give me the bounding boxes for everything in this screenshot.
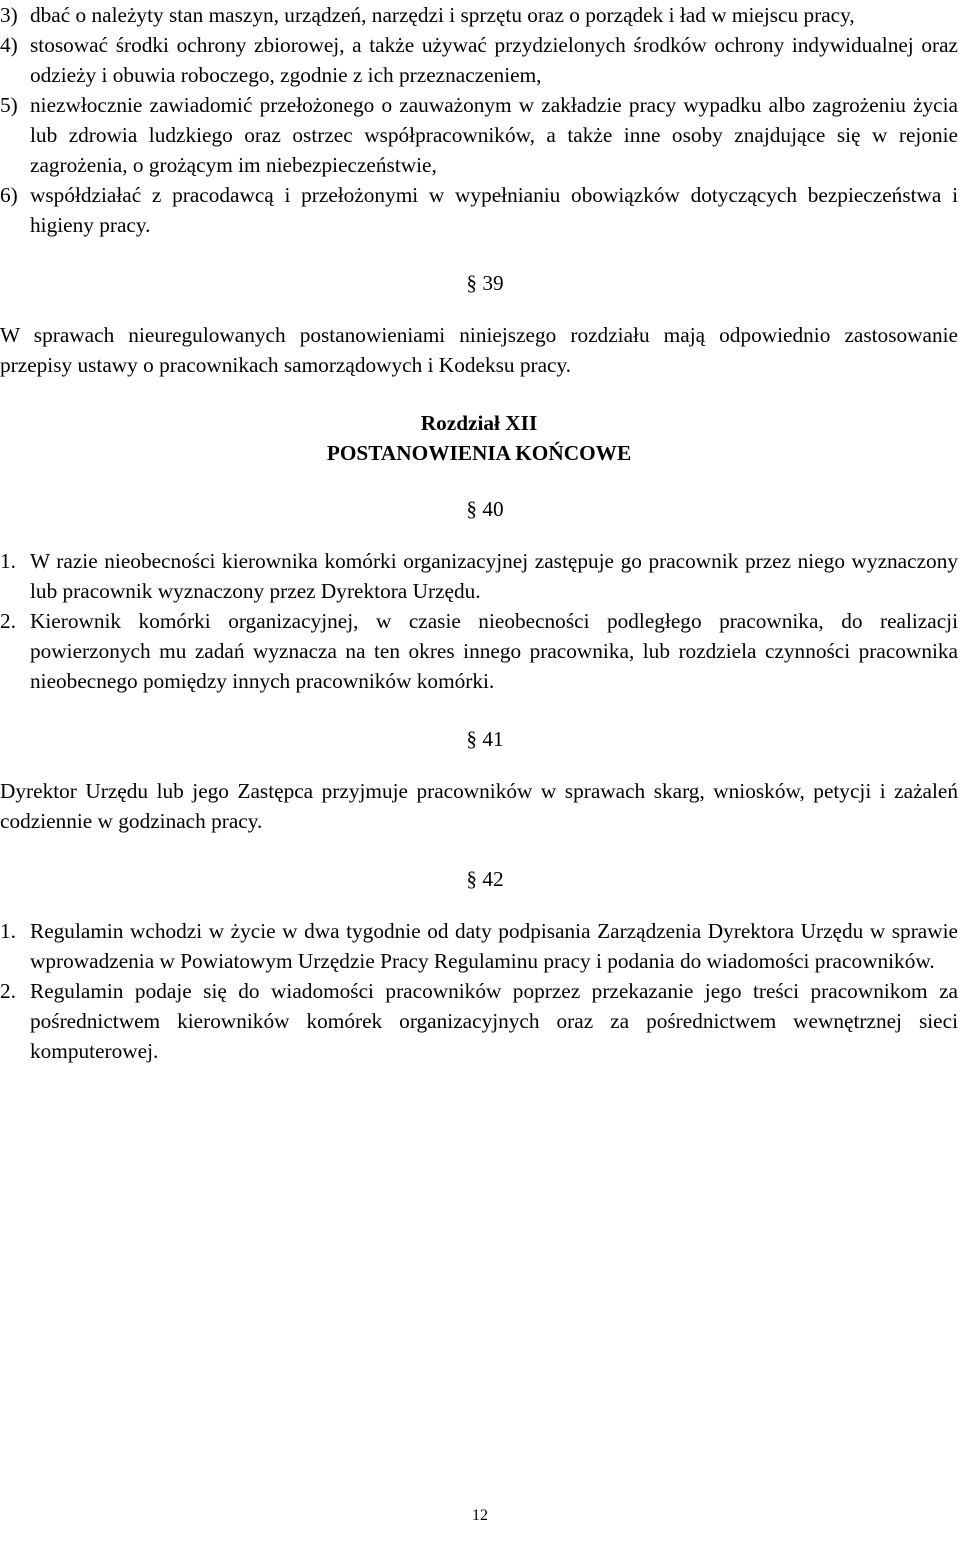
spacer <box>0 380 958 408</box>
list-item-number: 1. <box>0 919 16 943</box>
spacer <box>0 468 958 494</box>
list-item-text: stosować środki ochrony zbiorowej, a także używać przydzielonych środków ochrony indywidualnej oraz odzieży i obuwia roboczego, zgodnie z ich przeznaczeniem, <box>30 33 958 87</box>
list-item-number: 2. <box>0 979 16 1003</box>
section-42-heading: § 42 <box>466 867 504 891</box>
chapter-number: Rozdział XII <box>420 411 538 435</box>
page-number: 12 <box>472 1507 488 1524</box>
section-41-text: Dyrektor Urzędu lub jego Zastępca przyjmuje pracowników w sprawach skarg, wniosków, petycji i zażaleń codziennie w godzinach pracy. <box>0 779 958 833</box>
list-item <box>0 0 958 30</box>
list-item-number: 5) <box>0 93 18 117</box>
list-item-number: 4) <box>0 33 18 57</box>
list-item-text: Regulamin podaje się do wiadomości pracowników poprzez przekazanie jego treści pracownikom za pośrednictwem kierowników komórek organizacyjnych oraz za pośrednictwem wewnętrznej sieci komputerowej. <box>30 979 958 1063</box>
spacer <box>0 524 958 546</box>
list-item-text: Kierownik komórki organizacyjnej, w czasie nieobecności podległego pracownika, do realizacji powierzonych mu zadań wyznacza na ten okres innego pracownika, lub rozdziela czynności pracownika nieobecnego pomiędzy innych pracowników komórki. <box>30 609 958 693</box>
spacer <box>0 754 958 776</box>
spacer <box>0 836 958 864</box>
spacer <box>0 240 958 268</box>
list-item <box>0 30 958 90</box>
list-item-number: 1. <box>0 549 16 573</box>
section-40-heading: § 40 <box>466 497 504 521</box>
list-item <box>0 976 958 1066</box>
list-item-number: 6) <box>0 183 18 207</box>
list-item <box>0 90 958 180</box>
spacer <box>0 894 958 916</box>
list-item-text: Regulamin wchodzi w życie w dwa tygodnie od daty podpisania Zarządzenia Dyrektora Urzędu w sprawie wprowadzenia w Powiatowym Urzędzie Pracy Regulaminu pracy i podania do wiadomości pracowników. <box>30 919 958 973</box>
section-41-heading: § 41 <box>466 727 504 751</box>
spacer <box>0 298 958 320</box>
list-item-number: 2. <box>0 609 16 633</box>
list-item-text: dbać o należyty stan maszyn, urządzeń, narzędzi i sprzętu oraz o porządek i ład w miejscu pracy, <box>30 3 855 27</box>
list-item-text: W razie nieobecności kierownika komórki organizacyjnej zastępuje go pracownik przez niego wyznaczony lub pracownik wyznaczony przez Dyrektora Urzędu. <box>30 549 958 603</box>
list-item <box>0 916 958 976</box>
section-39-text: W sprawach nieuregulowanych postanowieniami niniejszego rozdziału mają odpowiednio zastosowanie przepisy ustawy o pracownikach samorządowych i Kodeksu pracy. <box>0 323 958 377</box>
list-item-number: 3) <box>0 3 18 27</box>
spacer <box>0 696 958 724</box>
chapter-title: POSTANOWIENIA KOŃCOWE <box>326 441 632 465</box>
list-item <box>0 546 958 606</box>
list-item-text: niezwłocznie zawiadomić przełożonego o zauważonym w zakładzie pracy wypadku albo zagrożeniu życia lub zdrowia ludzkiego oraz ostrzec współpracowników, a także inne osoby znajdujące się w rejonie zagrożenia, o grożącym im niebezpieczeństwie, <box>30 93 958 177</box>
list-item <box>0 180 958 240</box>
section-39-heading: § 39 <box>466 271 504 295</box>
list-item <box>0 606 958 696</box>
list-item-text: współdziałać z pracodawcą i przełożonymi w wypełnianiu obowiązków dotyczących bezpieczeństwa i higieny pracy. <box>30 183 958 237</box>
